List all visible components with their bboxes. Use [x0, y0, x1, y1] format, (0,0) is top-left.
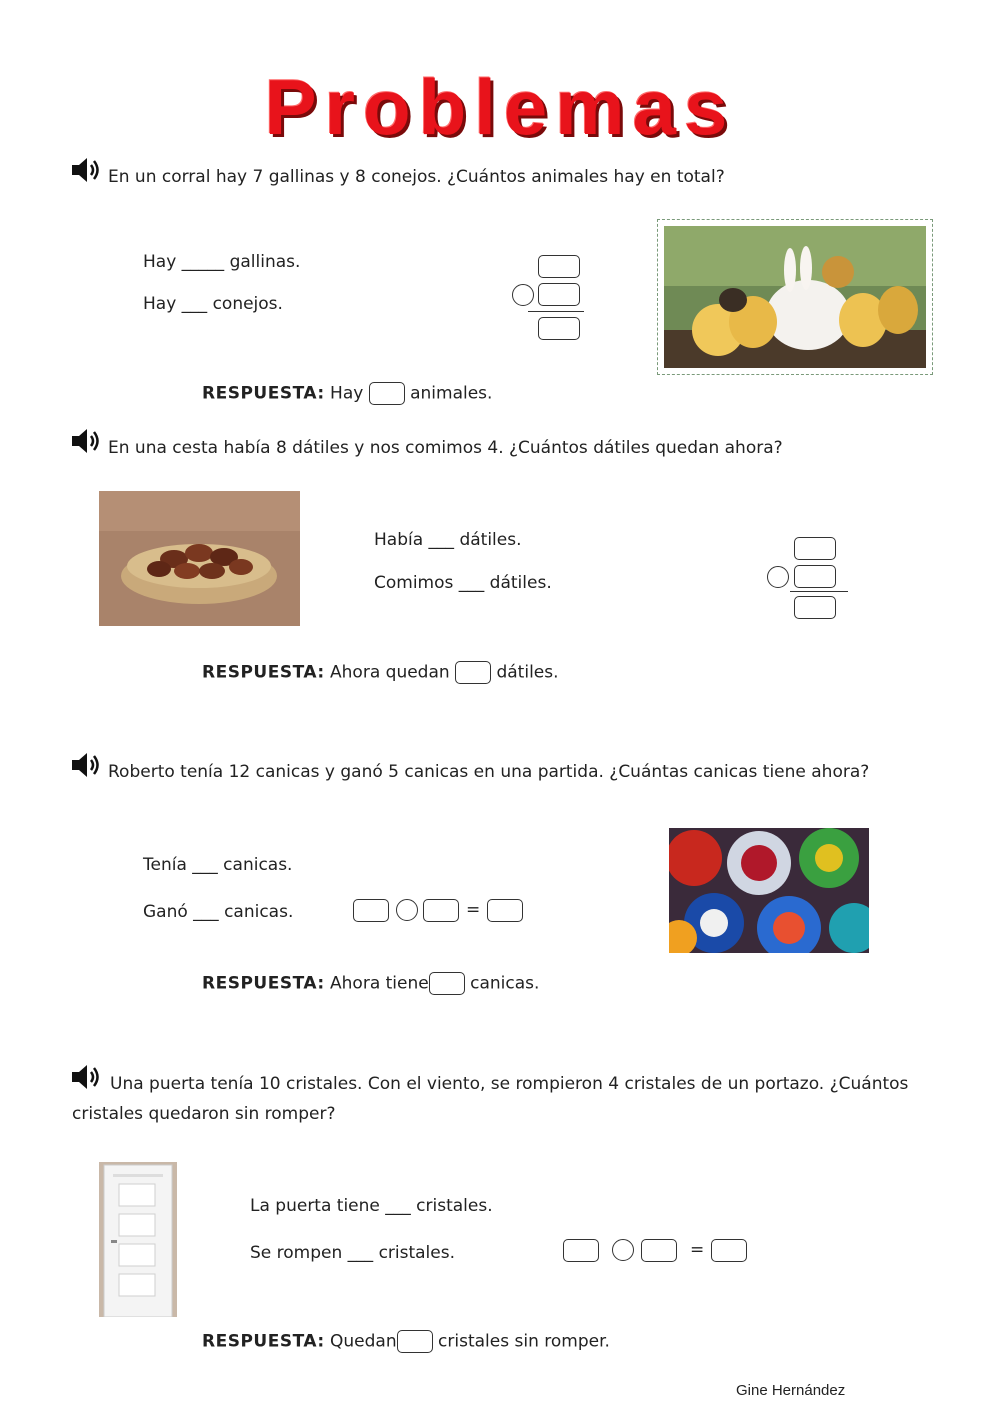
answer-prefix: Ahora quedan [330, 662, 450, 683]
result-box[interactable] [794, 596, 836, 619]
problem-1-line-1: Hay _____ gallinas. [143, 252, 301, 272]
equals-sign: = [690, 1240, 705, 1260]
problem-1-answer [202, 382, 492, 405]
speaker-icon[interactable] [70, 750, 104, 780]
answer-suffix: dátiles. [496, 662, 559, 683]
sum-line [528, 311, 584, 312]
answer-box[interactable] [429, 972, 465, 995]
operand-box-1[interactable] [563, 1239, 599, 1262]
operand-box-1[interactable] [538, 255, 580, 278]
answer-box[interactable] [455, 661, 491, 684]
problem-4-line-2: Se rompen ___ cristales. [250, 1243, 456, 1263]
operator-circle[interactable] [512, 284, 534, 306]
answer-label: RESPUESTA: [202, 383, 325, 404]
problem-3-line-2: Ganó ___ canicas. [143, 902, 294, 922]
operand-box-2[interactable] [794, 565, 836, 588]
answer-prefix: Hay [330, 383, 364, 404]
operator-circle[interactable] [767, 566, 789, 588]
problem-1-line-2: Hay ___ conejos. [143, 294, 283, 314]
problem-2-answer [202, 661, 559, 684]
operand-box-2[interactable] [538, 283, 580, 306]
speaker-icon[interactable] [70, 426, 104, 456]
answer-label: RESPUESTA: [202, 662, 325, 683]
operand-box-1[interactable] [353, 899, 389, 922]
problem-2-line-2: Comimos ___ dátiles. [374, 573, 552, 593]
operator-circle[interactable] [396, 899, 418, 921]
problem-4-line-1: La puerta tiene ___ cristales. [250, 1196, 493, 1216]
problem-2-question: En una cesta había 8 dátiles y nos comimos 4. ¿Cuántos dátiles quedan ahora? [108, 438, 783, 458]
white-door-image [99, 1162, 177, 1317]
operator-circle[interactable] [612, 1239, 634, 1261]
basket-of-dates-image [99, 491, 300, 626]
problem-1-question: En un corral hay 7 gallinas y 8 conejos. ¿Cuántos animales hay en total? [108, 167, 725, 187]
operand-box-2[interactable] [641, 1239, 677, 1262]
answer-label: RESPUESTA: [202, 1331, 325, 1352]
marbles-image [669, 828, 869, 953]
answer-box[interactable] [369, 382, 405, 405]
operand-box-1[interactable] [794, 537, 836, 560]
result-box[interactable] [538, 317, 580, 340]
author-credit: Gine Hernández [736, 1382, 846, 1399]
problem-3-question: Roberto tenía 12 canicas y ganó 5 canicas en una partida. ¿Cuántas canicas tiene ahora? [108, 762, 870, 782]
result-box[interactable] [711, 1239, 747, 1262]
answer-label: RESPUESTA: [202, 973, 325, 994]
answer-suffix: animales. [410, 383, 493, 404]
equals-sign: = [466, 900, 481, 920]
subtraction-line [790, 591, 848, 592]
answer-box[interactable] [397, 1330, 433, 1353]
page-title: Problemas [264, 63, 736, 151]
speaker-icon[interactable] [70, 155, 104, 185]
result-box[interactable] [487, 899, 523, 922]
answer-prefix: Ahora tiene [330, 973, 429, 994]
problem-2-line-1: Había ___ dátiles. [374, 530, 522, 550]
problem-3-line-1: Tenía ___ canicas. [143, 855, 293, 875]
chicks-and-bunny-image [657, 219, 933, 375]
problem-4-question: Una puerta tenía 10 cristales. Con el viento, se rompieron 4 cristales de un portazo. ¿Cuántos cristales quedaron sin romper? [72, 1074, 909, 1124]
problem-4-answer [202, 1330, 610, 1353]
answer-prefix: Quedan [330, 1331, 397, 1352]
operand-box-2[interactable] [423, 899, 459, 922]
answer-suffix: cristales sin romper. [438, 1331, 610, 1352]
answer-suffix: canicas. [470, 973, 540, 994]
problem-3-answer [202, 972, 539, 995]
